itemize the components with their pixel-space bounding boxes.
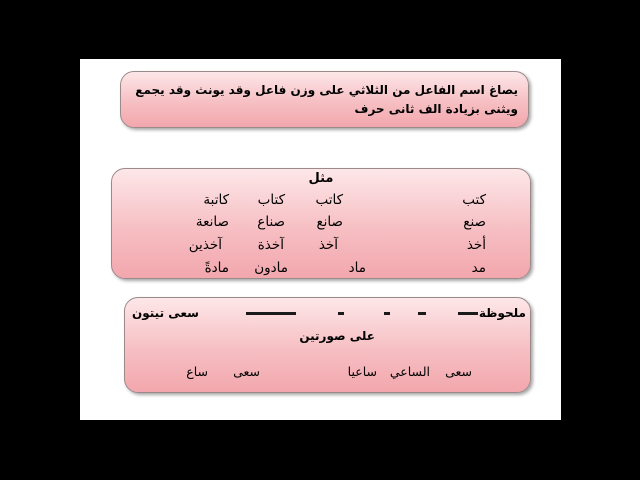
note-form: سعى [445,364,472,379]
example-verb: صنع [463,214,486,230]
example-plural: مادون [254,260,288,276]
examples-heading: مثل [308,171,334,186]
example-plural: كتاب [257,192,285,208]
note-line-two: على صورتين [299,329,375,343]
intro-text: يصاغ اسم الفاعل من الثلاثي على وزن فاعل وقد يونث وقد يجمع ويثنى بزيادة الف ثانى حرف [135,83,518,116]
note-line-end: سعى تيتون [132,306,199,320]
slide [80,59,561,420]
example-feminine: مادةً [204,260,229,276]
note-form: سعى [233,364,260,379]
obscured-text [246,312,296,315]
note-form: ساع [186,364,208,379]
note-form: الساعي [389,364,430,379]
example-active-participle: ماد [348,260,366,276]
example-plural: آخذة [257,237,284,253]
obscured-text [418,312,426,315]
obscured-text [338,312,344,315]
note-form: ساعيا [347,364,377,379]
example-active-participle: كاتب [315,192,343,208]
example-active-participle: صانع [316,214,343,230]
example-feminine: صانعة [195,214,229,230]
example-plural: صناع [257,214,285,230]
obscured-text [384,312,390,315]
obscured-text [458,312,478,315]
example-active-participle: آخذ [318,237,338,253]
example-verb: أخذ [466,237,486,253]
note-box [124,297,531,393]
examples-box [111,168,531,279]
example-verb: مد [471,260,486,276]
example-feminine: آخذين [188,237,222,253]
example-feminine: كاتبة [203,192,229,208]
note-label: ملحوظة [478,306,526,320]
intro-box [120,71,529,128]
example-verb: كتب [462,192,486,208]
